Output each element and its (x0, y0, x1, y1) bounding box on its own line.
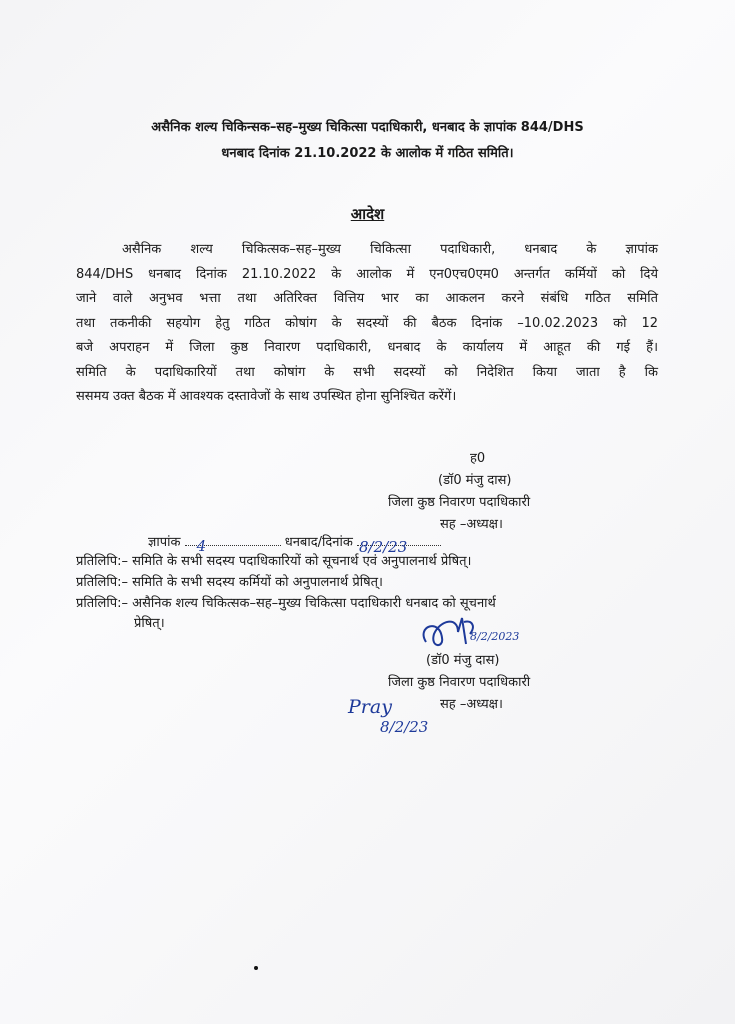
signatory-designation: जिला कुष्ठ निवारण पदाधिकारी (388, 495, 531, 510)
copy-text: समिति के सभी सदस्य कर्मियों को अनुपालनार्थ प्रेषित्। (132, 575, 383, 590)
body-line: ससमय उक्त बैठक में आवश्यक दस्तावेजों के साथ उपस्थित होना सुनिश्चित करेंगें। (76, 389, 457, 404)
subject-heading (60, 115, 675, 167)
signature-block-2 (380, 650, 530, 716)
signatory-name: (डॉ0 मंजु दास) (426, 653, 500, 668)
body-line: 844/DHS धनबाद दिनांक 21.10.2022 के आलोक में एन0एच0एम0 अन्तर्गत कर्मियों को दिये (76, 266, 658, 282)
body-line: तथा तकनीकी सहयोग हेतु गठित कोषांग के सदस्यों की बैठक दिनांक –10.02.2023 को 12 (76, 315, 658, 331)
copy-label: प्रतिलिपि:– (76, 554, 128, 569)
memo-place-label: धनबाद/दिनांक (284, 535, 353, 550)
memo-number-line (148, 532, 441, 556)
signature-block-1 (380, 448, 530, 536)
copy-label: प्रतिलिपि:– (76, 596, 128, 611)
dispatch-initials: Pray (348, 696, 392, 718)
signatory-name: (डॉ0 मंजु दास) (438, 473, 512, 488)
signatory-designation: जिला कुष्ठ निवारण पदाधिकारी (388, 675, 531, 690)
memo-label: ज्ञापांक (148, 535, 181, 550)
copy-text-continuation: प्रेषित्। (134, 616, 165, 631)
signature-initial: ह0 (470, 451, 486, 466)
copy-text: असैनिक शल्य चिकित्सक–सह–मुख्य चिकित्सा पदाधिकारी धनबाद को सूचनार्थ (132, 596, 496, 611)
copy-line-1 (76, 552, 471, 572)
subject-line-2: धनबाद दिनांक 21.10.2022 के आलोक में गठित समिति। (221, 146, 514, 161)
order-body (76, 238, 658, 410)
body-line: असैनिक शल्य चिकित्सक–सह–मुख्य चिकित्सा पदाधिकारी, धनबाद के ज्ञापांक (122, 242, 658, 257)
body-line: जाने वाले अनुभव भत्ता तथा अतिरिक्त वित्तिय भार का आकलन करने संबंधि गठित समिति (76, 291, 658, 306)
memo-number: 4 (196, 537, 207, 555)
page-dot (254, 966, 258, 970)
copy-line-2 (76, 573, 383, 593)
signature-date: 8/2/2023 (470, 630, 520, 643)
subject-line-1: असैनिक शल्य चिकिन्सक–सह–मुख्य चिकित्सा पदाधिकारी, धनबाद के ज्ञापांक 844/DHS (151, 120, 584, 135)
memo-date-field (357, 538, 441, 556)
body-line: समिति के पदाधिकारियों तथा कोषांग के सभी सदस्यों को निदेशित किया जाता है कि (76, 364, 658, 380)
body-line: बजे अपराहन में जिला कुष्ठ निवारण पदाधिकारी, धनबाद के कार्यालय में आहूत की गई हैं। (76, 340, 658, 355)
dispatch-date: 8/2/23 (380, 718, 429, 736)
memo-date: 8/2/23 (358, 538, 408, 556)
copy-label: प्रतिलिपि:– (76, 575, 128, 590)
copy-text: समिति के सभी सदस्य पदाधिकारियों को सूचनार्थ एवं अनुपालनार्थ प्रेषित्। (132, 554, 472, 569)
order-title: आदेश (350, 205, 385, 223)
signatory-role: सह –अध्यक्ष। (440, 697, 503, 712)
signatory-role: सह –अध्यक्ष। (440, 517, 503, 532)
memo-number-field (185, 537, 281, 555)
